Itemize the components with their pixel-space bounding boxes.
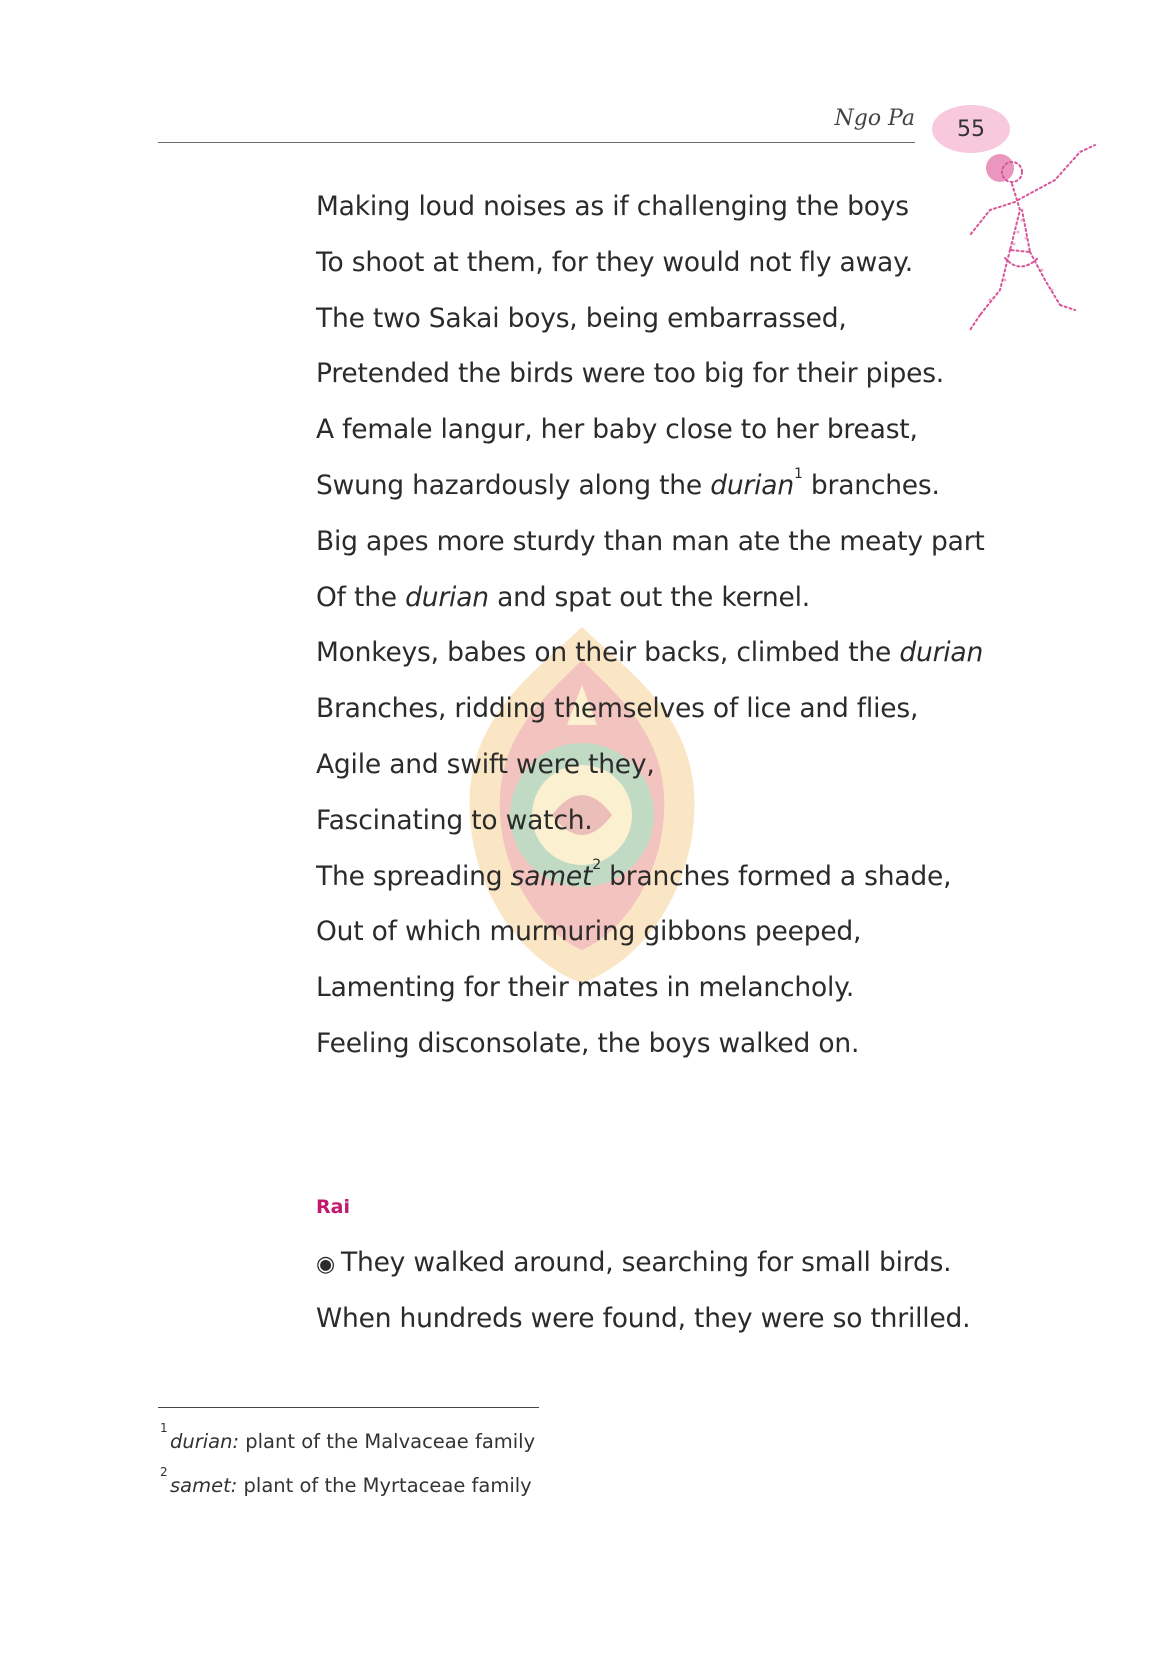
footnote-ref: 2 [592, 856, 601, 873]
footnotes [160, 1420, 535, 1508]
running-title: Ngo Pa [834, 106, 915, 131]
verse-line [316, 1235, 970, 1291]
poem-line [316, 570, 985, 626]
footnote-mark: 1 [160, 1421, 168, 1435]
poem-text: Of the [316, 581, 406, 613]
poem-line [316, 1016, 985, 1072]
poem-text: Out of which murmuring gibbons peeped, [316, 916, 862, 948]
poem-line [316, 681, 985, 737]
verse-line: When hundreds were found, they were so thrilled. [316, 1302, 971, 1334]
poem-text: Making loud noises as if challenging the boys [316, 191, 909, 222]
poem-text: To shoot at them, for they would not fly away. [316, 246, 914, 278]
poem-line [316, 904, 985, 960]
poem-text: durian [710, 469, 794, 501]
poem-text: durian [405, 581, 489, 613]
poem-text: branches. [802, 469, 940, 501]
poem-text: samet [510, 860, 593, 892]
poem-text: Lamenting for their mates in melancholy. [316, 972, 855, 1004]
footnote [160, 1464, 535, 1508]
footnote-text: plant of the Myrtaceae family [237, 1474, 532, 1497]
footnote-term: samet: [170, 1474, 238, 1497]
poem-text: The spreading [316, 860, 511, 892]
poem-text: branches formed a shade, [600, 860, 952, 892]
poem-line [316, 291, 985, 347]
footnote [160, 1420, 535, 1464]
poem-line [316, 458, 985, 514]
poem-line [316, 235, 985, 291]
poem-line [316, 346, 985, 402]
poem-line [316, 514, 985, 570]
page-number: 55 [957, 116, 985, 142]
footnote-text: plant of the Malvaceae family [239, 1430, 536, 1453]
poem-text: Swung hazardously along the [316, 469, 711, 501]
poem-text: Pretended the birds were too big for their pipes. [316, 358, 945, 390]
footnote-mark: 2 [160, 1465, 168, 1479]
poem-text: Feeling disconsolate, the boys walked on. [316, 1027, 860, 1059]
poem-text: Branches, ridding themselves of lice and flies, [316, 693, 919, 725]
poem-line [316, 793, 985, 849]
poem-line [316, 179, 985, 235]
poem-line [316, 960, 985, 1016]
footnote-rule [158, 1407, 539, 1408]
poem-text: The two Sakai boys, being embarrassed, [316, 302, 847, 334]
poem-line [316, 849, 985, 905]
poem-text: Agile and swift were they, [316, 748, 655, 780]
bullet-icon: ◉ [316, 1252, 335, 1277]
verse-text: They walked around, searching for small birds. [341, 1247, 952, 1278]
poem-line [316, 625, 985, 681]
poem-text: and spat out the kernel. [488, 581, 810, 613]
footnote-term: durian: [170, 1430, 240, 1453]
poem-text: A female langur, her baby close to her breast, [316, 414, 918, 446]
poem [316, 179, 985, 1072]
poem-text: durian [899, 637, 984, 669]
verse-section [316, 1235, 970, 1347]
header-rule [158, 142, 915, 143]
poem-text: Monkeys, babes on their backs, climbed the [316, 637, 900, 669]
poem-text: Fascinating to watch. [316, 804, 593, 836]
poem-line [316, 402, 985, 458]
poem-line [316, 737, 985, 793]
speaker-label: Rai [316, 1196, 350, 1218]
footnote-ref: 1 [793, 465, 803, 482]
poem-text: Big apes more sturdy than man ate the meaty part [316, 525, 985, 557]
